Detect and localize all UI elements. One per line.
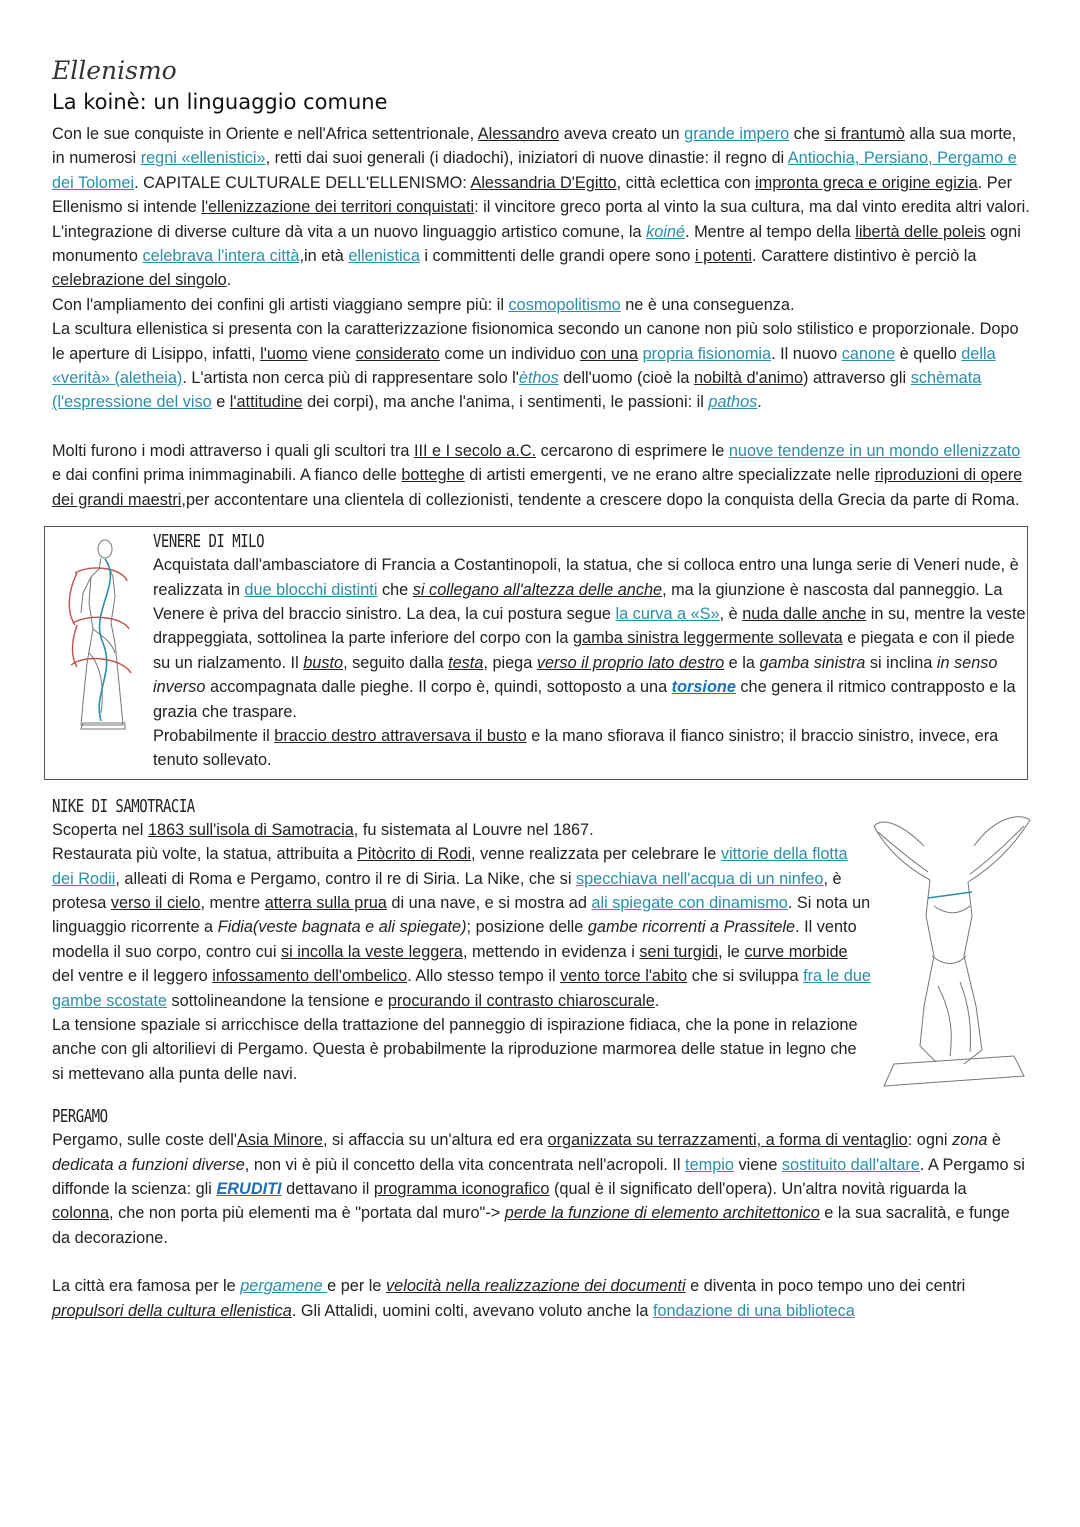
venere-box: [44, 526, 1028, 780]
venere-di-milo-drawing: [53, 533, 149, 733]
pergamo-paragraph-1: Pergamo, sulle coste dell'Asia Minore, si affaccia su un'altura ed era organizzata su terrazzamenti, a forma di ventaglio: ogni zona è dedicata a funzioni diverse, non vi è più il concetto della vita concentrata nell'acropoli. Il tempio viene sostituito dall'altare. A Pergamo si diffonde la scienza: gli ERUDITI dettavano il programma iconografico (qual è il significato dell'opera). Un'altra novità riguarda la colonna, che non porta più elementi ma è "portata dal muro"-> perde la funzione di elemento architettonico e la sua sacralità, e funge da decorazione.: [52, 1131, 1025, 1247]
document-title: Ellenismo: [52, 56, 177, 85]
nike-di-samotracia-drawing: [864, 806, 1034, 1096]
venere-heading: VENERE DI MILO: [153, 532, 265, 553]
pergamo-paragraph-2: La città era famosa per le pergamene e per le velocità nella realizzazione dei documenti e diventa in poco tempo uno dei centri propulsori della cultura ellenistica. Gli Attalidi, uomini colti, avevano voluto anche la fondazione di una biblioteca: [52, 1277, 966, 1320]
nike-paragraph-1: Scoperta nel 1863 sull'isola di Samotracia, fu sistemata al Louvre nel 1867.: [52, 820, 594, 839]
section-title-koine: La koinè: un linguaggio comune: [52, 90, 388, 114]
nike-paragraph-2: Restaurata più volte, la statua, attribuita a Pitòcrito di Rodi, venne realizzata per celebrare le vittorie della flotta dei Rodii, alleati di Roma e Pergamo, contro il re di Siria. La Nike, che si specchiava nell'acqua di un ninfeo, è protesa verso il cielo, mentre atterra sulla prua di una nave, e si mostra ad ali spiegate con dinamismo. Si nota un linguaggio ricorrente a Fidia(veste bagnata e ali spiegate); posizione delle gambe ricorrenti a Prassitele. Il vento modella il suo corpo, contro cui si incolla la veste leggera, mettendo in evidenza i seni turgidi, le curve morbide del ventre e il leggero infossamento dell'ombelico. Allo stesso tempo il vento torce l'abito che si sviluppa fra le due gambe scostate sottolineandone la tensione e procurando il contrasto chiaroscurale.: [52, 845, 871, 1010]
nike-paragraph-3: La tensione spaziale si arricchisce della trattazione del panneggio di ispirazione fidiaca, che la pone in relazione anche con gli altorilievi di Pergamo. Questa è probabilmente la riproduzione marmorea delle statue in legno che si mettevano alla punta delle navi.: [52, 1016, 858, 1083]
nike-section: [52, 796, 1032, 1086]
scultura-paragraph: La scultura ellenistica si presenta con la caratterizzazione fisionomica secondo un canone non più solo stilistico e proporzionale. Dopo le aperture di Lisippo, infatti, l'uomo viene considerato come un individuo con una propria fisionomia. Il nuovo canone è quello della «verità» (aletheia). L'artista non cerca più di rappresentare solo l'èthos dell'uomo (cioè la nobiltà d'animo) attraverso gli schèmata (l'espressione del viso e l'attitudine dei corpi), ma anche l'anima, i sentimenti, le passioni: il pathos.: [52, 320, 1019, 412]
cosmopolitismo-paragraph: Con l'ampliamento dei confini gli artisti viaggiano sempre più: il cosmopolitismo ne è una conseguenza.: [52, 295, 795, 314]
document-page: [52, 52, 1032, 1323]
pergamo-heading: PERGAMO: [52, 1107, 108, 1128]
venere-paragraph-2: Probabilmente il braccio destro attraversava il busto e la mano sfiorava il fianco sinistro; il braccio sinistro, invece, era tenuto sollevato.: [153, 726, 999, 770]
nike-heading: NIKE DI SAMOTRACIA: [52, 796, 195, 817]
intro-paragraph: Con le sue conquiste in Oriente e nell'Africa settentrionale, Alessandro aveva creato un grande impero che si frantumò alla sua morte, in numerosi regni «ellenistici», retti dai suoi generali (i diadochi), iniziatori di nuove dinastie: il regno di Antiochia, Persiano, Pergamo e dei Tolomei. CAPITALE CULTURALE DELL'ELLENISMO: Alessandria D'Egitto, città eclettica con impronta greca e origine egizia. Per Ellenismo si intende l'ellenizzazione dei territori conquistati: il vincitore greco porta al vinto la sua cultura, ma dal vinto eredita altri valori. L'integrazione di diverse culture dà vita a un nuovo linguaggio artistico comune, la koiné. Mentre al tempo della libertà delle poleis ogni monumento celebrava l'intera città,in età ellenistica i committenti delle grandi opere sono i potenti. Carattere distintivo è perciò la celebrazione del singolo.: [52, 125, 1030, 290]
scultori-paragraph: Molti furono i modi attraverso i quali gli scultori tra III e I secolo a.C. cercarono di esprimere le nuove tendenze in un mondo ellenizzato e dai confini prima inimmaginabili. A fianco delle botteghe di artisti emergenti, ve ne erano altre specializzate nelle riproduzioni di opere dei grandi maestri,per accontentare una clientela di collezionisti, tendente a crescere dopo la conquista della Grecia da parte di Roma.: [52, 441, 1023, 509]
venere-paragraph: Acquistata dall'ambasciatore di Francia a Costantinopoli, la statua, che si colloca entro una lunga serie di Veneri nude, è realizzata in due blocchi distinti che si collegano all'altezza delle anche, ma la giunzione è nascosta dal panneggio. La Venere è priva del braccio sinistro. La dea, la cui postura segue la curva a «S», è nuda dalle anche in su, mentre la veste drappeggiata, sottolinea la parte inferiore del corpo con la gamba sinistra leggermente sollevata e piegata e con il piede su un rialzamento. Il busto, seguito dalla testa, piega verso il proprio lato destro e la gamba sinistra si inclina in senso inverso accompagnata dalle pieghe. Il corpo è, quindi, sottoposto a una torsione che genera il ritmico contrapposto e la grazia che traspare.: [153, 556, 1026, 721]
